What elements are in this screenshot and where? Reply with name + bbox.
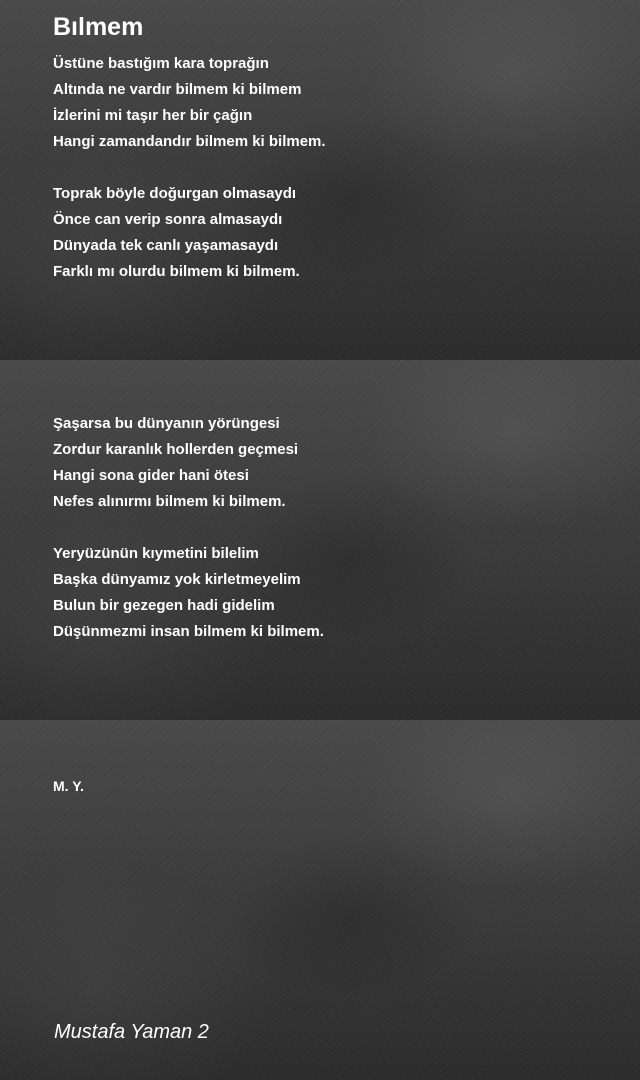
poem-line: Düşünmezmi insan bilmem ki bilmem. [53,623,324,640]
poem-line: Farklı mı olurdu bilmem ki bilmem. [53,263,300,280]
poem-title: Bılmem [53,13,144,41]
poem-line: Şaşarsa bu dünyanın yörüngesi [53,415,280,432]
stanza-3 [53,411,298,515]
poem-panel-2 [0,360,640,720]
poem-author: Mustafa Yaman 2 [54,1021,209,1043]
poem-line: Önce can verip sonra almasaydı [53,211,283,228]
poem-panel-1 [0,0,640,360]
poem-line: Zordur karanlık hollerden geçmesi [53,441,299,458]
poem-line: Toprak böyle doğurgan olmasaydı [53,185,297,202]
poem-line: Başka dünyamız yok kirletmeyelim [53,571,301,588]
poem-signature: M. Y. [53,778,84,794]
poem-line: Hangi zamandandır bilmem ki bilmem. [53,133,326,150]
stanza-2 [53,181,300,285]
poem-line: Dünyada tek canlı yaşamasaydı [53,237,279,254]
poem-line: İzlerini mi taşır her bir çağın [53,107,253,124]
poem-line: Bulun bir gezegen hadi gidelim [53,597,275,614]
poem-line: Üstüne bastığım kara toprağın [53,55,269,72]
poem-line: Altında ne vardır bilmem ki bilmem [53,81,302,98]
stanza-4 [53,541,324,645]
poem-line: Hangi sona gider hani ötesi [53,467,249,484]
poem-panel-3 [0,720,640,1080]
stanza-1 [53,51,326,155]
poem-line: Nefes alınırmı bilmem ki bilmem. [53,493,286,510]
poem-line: Yeryüzünün kıymetini bilelim [53,545,259,562]
